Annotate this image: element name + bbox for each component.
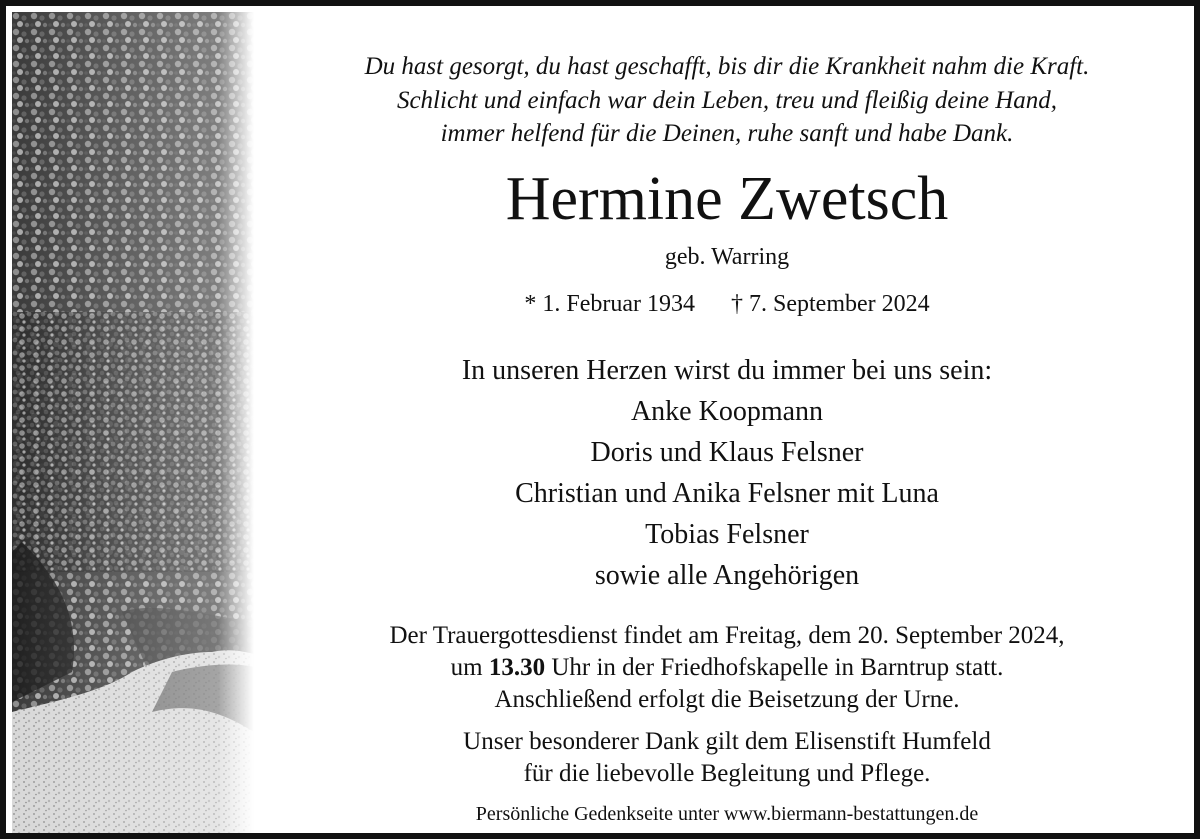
birth-date: * 1. Februar 1934 [524, 291, 695, 317]
mourner-name: Christian und Anika Felsner mit Luna [515, 478, 939, 509]
thanks-line-1: Unser besonderer Dank gilt dem Elisenstift Humfeld [463, 728, 991, 755]
life-dates [254, 289, 1200, 319]
service-line-3: Anschließend erfolgt die Beisetzung der Urne. [494, 686, 960, 713]
mourner-name: Anke Koopmann [630, 396, 824, 427]
mourner-name: sowie alle Angehörigen [594, 560, 860, 591]
service-time: 13.30 [488, 654, 546, 681]
notice-text-area [254, 12, 1200, 839]
death-date: † 7. September 2024 [731, 291, 930, 317]
mourner-name: Tobias Felsner [645, 519, 809, 550]
service-location: Uhr in der Friedhofskapelle in Barntrup statt. [551, 654, 1004, 681]
poem-line-2: Schlicht und einfach war dein Leben, treu und fleißig deine Hand, [396, 87, 1058, 114]
poem-line-3: immer helfend für die Deinen, ruhe sanft und habe Dank. [440, 120, 1014, 147]
service-line-1: Der Trauergottesdienst findet am Freitag, dem 20. September 2024, [389, 622, 1065, 649]
thanks-line-2: für die liebevolle Begleitung und Pflege. [523, 760, 931, 787]
service-line-2 [254, 653, 1200, 683]
deceased-name: Hermine Zwetsch [505, 165, 949, 233]
mourner-name: Doris und Klaus Felsner [590, 437, 864, 468]
poem-line-1: Du hast gesorgt, du hast geschafft, bis dir die Krankheit nahm die Kraft. [364, 53, 1090, 80]
memorial-page-text: Persönliche Gedenkseite unter www.biermann-bestattungen.de [475, 803, 979, 825]
mourners-intro: In unseren Herzen wirst du immer bei uns sein: [461, 355, 993, 386]
service-time-prefix: um [450, 654, 483, 681]
birth-name: geb. Warring [664, 244, 790, 270]
forest-path-photo [12, 12, 254, 839]
